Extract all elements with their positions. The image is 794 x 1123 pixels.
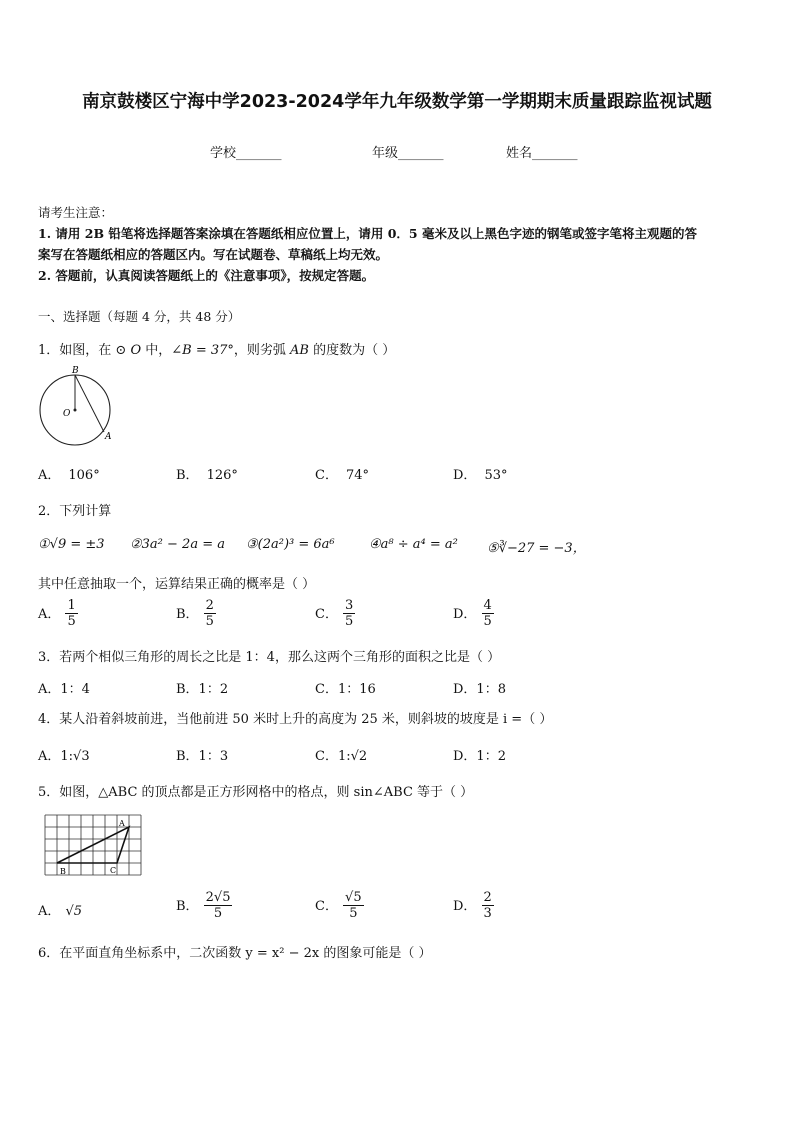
option-letter: C．	[315, 899, 338, 914]
label-c: C	[110, 866, 117, 875]
option-value: 74°	[345, 468, 369, 483]
label-o: O	[63, 409, 71, 419]
question-4-stem: 4．某人沿着斜坡前进，当他前进 50 米时上升的高度为 25 米，则斜坡的坡度是 i =（ ）	[38, 712, 553, 727]
name-field[interactable]: 姓名_______	[506, 146, 578, 161]
q2-item-5: ⑤∛−27 = −3，	[487, 541, 586, 556]
q1-circle-figure	[34, 364, 118, 448]
grade-field[interactable]: 年级_______	[372, 146, 444, 161]
option-value: 126°	[206, 468, 238, 483]
q2-item-4: ④a⁸ ÷ a⁴ = a²	[369, 537, 458, 552]
center-point	[74, 409, 77, 412]
q1-option-d[interactable]	[453, 464, 507, 483]
fraction	[482, 598, 494, 629]
numerator: 4	[483, 598, 492, 613]
denominator: 5	[67, 614, 76, 629]
option-letter: B．	[176, 607, 199, 622]
numerator: 2√5	[205, 890, 231, 905]
option-letter: A．	[38, 904, 61, 919]
q5-option-b[interactable]	[176, 890, 232, 921]
notice-line-1a: 1. 请用 2B 铅笔将选择题答案涂填在答题纸相应位置上，请用 0．5 毫米及以上黑色字迹的钢笔或签字笔将主观题的答	[38, 226, 697, 241]
denominator: 5	[483, 614, 492, 629]
fraction	[204, 890, 233, 921]
question-2-stem: 2．下列计算	[38, 504, 112, 519]
numerator: √5	[345, 890, 362, 905]
label-a: A	[119, 819, 125, 828]
denominator: 5	[349, 906, 358, 921]
fraction	[204, 598, 216, 629]
label-a: A	[105, 432, 112, 442]
option-value: 53°	[484, 468, 508, 483]
q1-mid: 中，	[141, 343, 172, 358]
q5-option-a[interactable]	[38, 900, 82, 919]
page-title: 南京鼓楼区宁海中学2023-2024学年九年级数学第一学期期末质量跟踪监视试题	[82, 92, 712, 112]
q1-end: 的度数为（ ）	[309, 343, 396, 358]
q3-option-c[interactable]: C．1：16	[315, 682, 376, 697]
q2-option-a[interactable]	[38, 598, 78, 629]
denominator: 5	[205, 614, 214, 629]
fraction	[482, 890, 494, 921]
q3-option-d[interactable]: D．1：8	[453, 682, 506, 697]
q3-option-b[interactable]: B．1：2	[176, 682, 229, 697]
option-letter: C．	[315, 468, 338, 483]
option-letter: D．	[453, 607, 477, 622]
numerator: 1	[67, 598, 76, 613]
q5-option-d[interactable]	[453, 890, 494, 921]
denominator: 5	[213, 906, 223, 921]
q1-prefix: 1．如图，在 ⊙	[38, 343, 131, 358]
q1-arc: AB	[290, 343, 309, 358]
school-field[interactable]: 学校_______	[210, 146, 282, 161]
option-letter: B．	[176, 899, 199, 914]
notice-heading: 请考生注意：	[38, 205, 114, 220]
numerator: 3	[345, 598, 354, 613]
question-3-stem: 3．若两个相似三角形的周长之比是 1：4，那么这两个三角形的面积之比是（ ）	[38, 650, 501, 665]
q4-option-c[interactable]: C．1:√2	[315, 749, 368, 764]
option-letter: A．	[38, 468, 61, 483]
question-1-stem	[38, 339, 395, 358]
section-heading: 一、选择题（每题 4 分，共 48 分）	[38, 309, 241, 324]
q4-option-b[interactable]: B．1：3	[176, 749, 229, 764]
option-letter: D．	[453, 468, 477, 483]
numerator: 2	[205, 598, 214, 613]
q2-item-2: ②3a² − 2a = a	[130, 537, 225, 552]
option-value: √5	[65, 904, 83, 919]
q2-option-d[interactable]	[453, 598, 494, 629]
q1-option-b[interactable]	[176, 464, 238, 483]
q1-circle-o: O	[130, 343, 142, 358]
q2-option-b[interactable]	[176, 598, 216, 629]
q5-grid-figure	[44, 814, 146, 878]
chord-ba	[75, 375, 104, 432]
q2-item-1: ①√9 = ±3	[38, 537, 105, 552]
denominator: 5	[345, 614, 354, 629]
fraction	[65, 598, 77, 629]
denominator: 3	[483, 906, 492, 921]
option-letter: B．	[176, 468, 199, 483]
q1-option-c[interactable]	[315, 464, 369, 483]
q1-suffix: ，则劣弧	[233, 343, 291, 358]
option-value: 106°	[68, 468, 100, 483]
option-letter: C．	[315, 607, 338, 622]
q4-option-d[interactable]: D．1：2	[453, 749, 506, 764]
option-letter: D．	[453, 899, 477, 914]
question-6-stem: 6．在平面直角坐标系中，二次函数 y = x² − 2x 的图象可能是（ ）	[38, 946, 432, 961]
notice-line-2: 2. 答题前，认真阅读答题纸上的《注意事项》，按规定答题。	[38, 268, 375, 283]
q3-option-a[interactable]: A．1：4	[38, 682, 90, 697]
q4-option-a[interactable]: A．1:√3	[38, 749, 90, 764]
q2-option-c[interactable]	[315, 598, 355, 629]
numerator: 2	[483, 890, 492, 905]
option-letter: A．	[38, 607, 61, 622]
fraction	[343, 890, 364, 921]
q1-option-a[interactable]	[38, 464, 100, 483]
q2-question: 其中任意抽取一个，运算结果正确的概率是（ ）	[38, 577, 316, 592]
q2-item-3: ③(2a²)³ = 6a⁶	[246, 537, 335, 552]
q5-option-c[interactable]	[315, 890, 364, 921]
q1-angle: ∠B = 37°	[171, 343, 234, 358]
fraction	[343, 598, 355, 629]
question-5-stem: 5．如图，△ABC 的顶点都是正方形网格中的格点，则 sin∠ABC 等于（ ）	[38, 785, 474, 800]
label-b: B	[72, 366, 79, 376]
label-b: B	[60, 867, 66, 876]
notice-line-1b: 案写在答题纸相应的答题区内。写在试题卷、草稿纸上均无效。	[38, 247, 389, 262]
